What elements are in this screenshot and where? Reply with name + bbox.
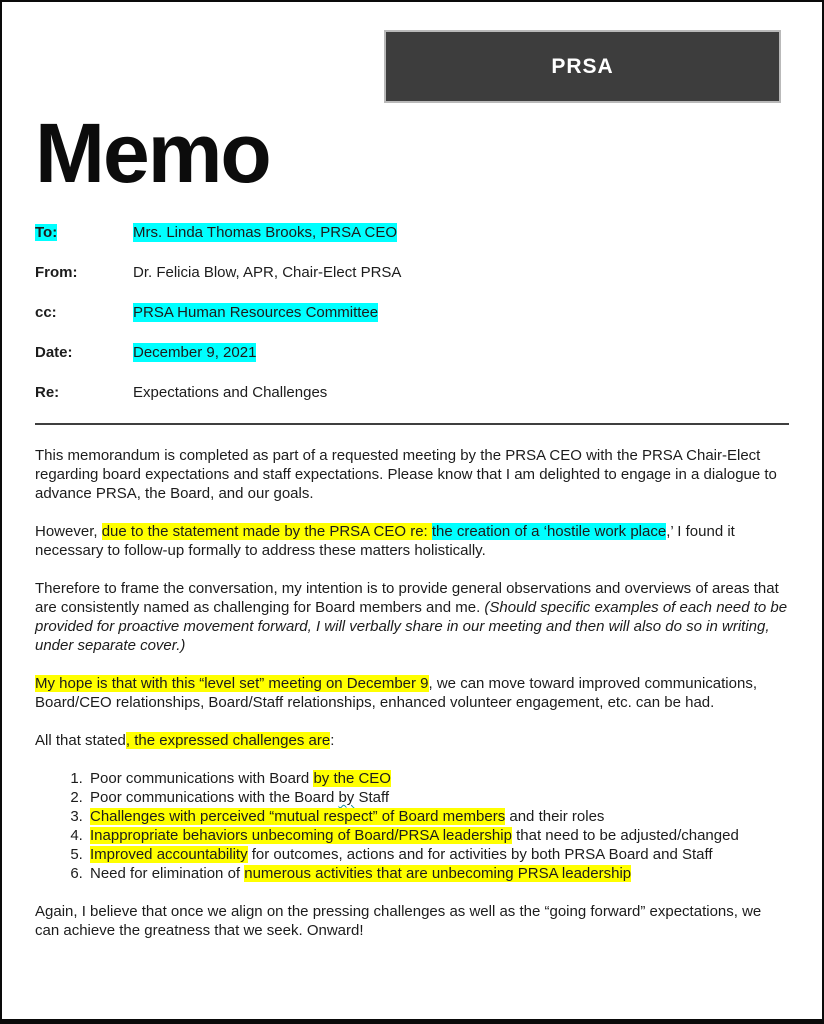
body-paragraph — [35, 674, 789, 712]
text-segment: the creation of a ‘hostile work place — [431, 523, 667, 540]
text-segment: , we can move toward improved communications, Board/CEO relationships, Board/Staff relationships, enhanced volunteer engagement, etc. can be had. — [35, 675, 757, 711]
field-value: December 9, 2021 — [133, 344, 257, 361]
text-segment: due to the statement made by the PRSA CEO re: — [101, 523, 432, 540]
text-segment: Again, I believe that once we align on the pressing challenges as well as the “going forward” expectations, we can achieve the greatness that we seek. Onward! — [35, 903, 762, 939]
body-paragraph — [35, 731, 789, 750]
prsa-logo-box — [384, 30, 781, 103]
memo-field-row — [35, 223, 789, 242]
challenge-list-item — [87, 807, 789, 826]
challenge-list-item — [87, 769, 789, 788]
field-label-cell — [35, 303, 133, 322]
text-segment: by — [338, 789, 355, 806]
text-segment: and their roles — [505, 808, 605, 825]
page-title: Memo — [35, 106, 270, 200]
memo-content — [2, 30, 822, 940]
body-paragraph — [35, 579, 789, 655]
text-segment: This memorandum is completed as part of a requested meeting by the PRSA CEO with the PRSA Chair-Elect regarding board expectations and staff expectations. Please know that I am delighted to engage in a dialogue to advance PRSA, the Board, and our goals. — [35, 447, 777, 502]
field-label: Date: — [35, 344, 73, 361]
memo-fields — [35, 223, 789, 402]
challenges-list — [35, 769, 789, 883]
text-segment: Poor communications with the Board — [90, 789, 339, 806]
text-segment: Therefore to frame the conversation, my intention is to provide general observations and overviews of areas that are consistently named as challenging for Board members and me. — [35, 580, 779, 616]
challenge-list-item — [87, 826, 789, 845]
memo-field-row — [35, 263, 789, 282]
field-value: Expectations and Challenges — [133, 384, 328, 401]
text-segment: However, — [35, 523, 102, 540]
challenge-list-item — [87, 788, 789, 807]
body-paragraph — [35, 902, 789, 940]
text-segment: Improved accountability — [90, 846, 248, 863]
prsa-logo-text: PRSA — [551, 54, 614, 78]
text-segment: Inappropriate behaviors unbecoming of Board/PRSA leadership — [90, 827, 512, 844]
text-segment: for outcomes, actions and for activities by both PRSA Board and Staff — [247, 846, 713, 863]
text-segment: (Should specific examples of each need to be provided for proactive movement forward, I will verbally share in our meeting and then will also do so in writing, under separate cover.) — [35, 599, 788, 654]
memo-field-row — [35, 343, 789, 362]
text-segment: My hope is that with this “level set” meeting on December 9 — [35, 675, 429, 692]
text-segment: numerous activities that are unbecoming PRSA leadership — [244, 865, 632, 882]
field-label: cc: — [35, 304, 57, 321]
field-value: Dr. Felicia Blow, APR, Chair-Elect PRSA — [133, 264, 402, 281]
field-label: Re: — [35, 384, 60, 401]
text-segment: that need to be adjusted/changed — [511, 827, 739, 844]
field-value: Mrs. Linda Thomas Brooks, PRSA CEO — [133, 224, 397, 241]
field-label: From: — [35, 264, 78, 281]
memo-field-row — [35, 383, 789, 402]
text-segment: Poor communications with Board — [90, 770, 314, 787]
challenge-list-item — [87, 864, 789, 883]
memo-field-row — [35, 303, 789, 322]
challenge-list-item — [87, 845, 789, 864]
text-segment: Challenges with perceived “mutual respect” of Board members — [90, 808, 506, 825]
body-paragraph — [35, 522, 789, 560]
field-value: PRSA Human Resources Committee — [133, 304, 379, 321]
text-segment: All that stated — [35, 732, 126, 749]
body-paragraph — [35, 446, 789, 503]
field-label-cell — [35, 223, 133, 242]
header-divider — [35, 423, 789, 425]
text-segment: , the expressed challenges are — [125, 732, 331, 749]
text-segment: Staff — [354, 789, 390, 806]
text-segment: Need for elimination of — [90, 865, 245, 882]
field-label-cell — [35, 383, 133, 402]
field-label: To: — [35, 224, 58, 241]
field-label-cell — [35, 343, 133, 362]
text-segment: ,’ I found it necessary to follow-up formally to address these matters holistically. — [35, 523, 735, 559]
text-segment: : — [330, 732, 335, 749]
field-label-cell — [35, 263, 133, 282]
memo-body — [35, 446, 789, 940]
text-segment: by the CEO — [313, 770, 391, 787]
